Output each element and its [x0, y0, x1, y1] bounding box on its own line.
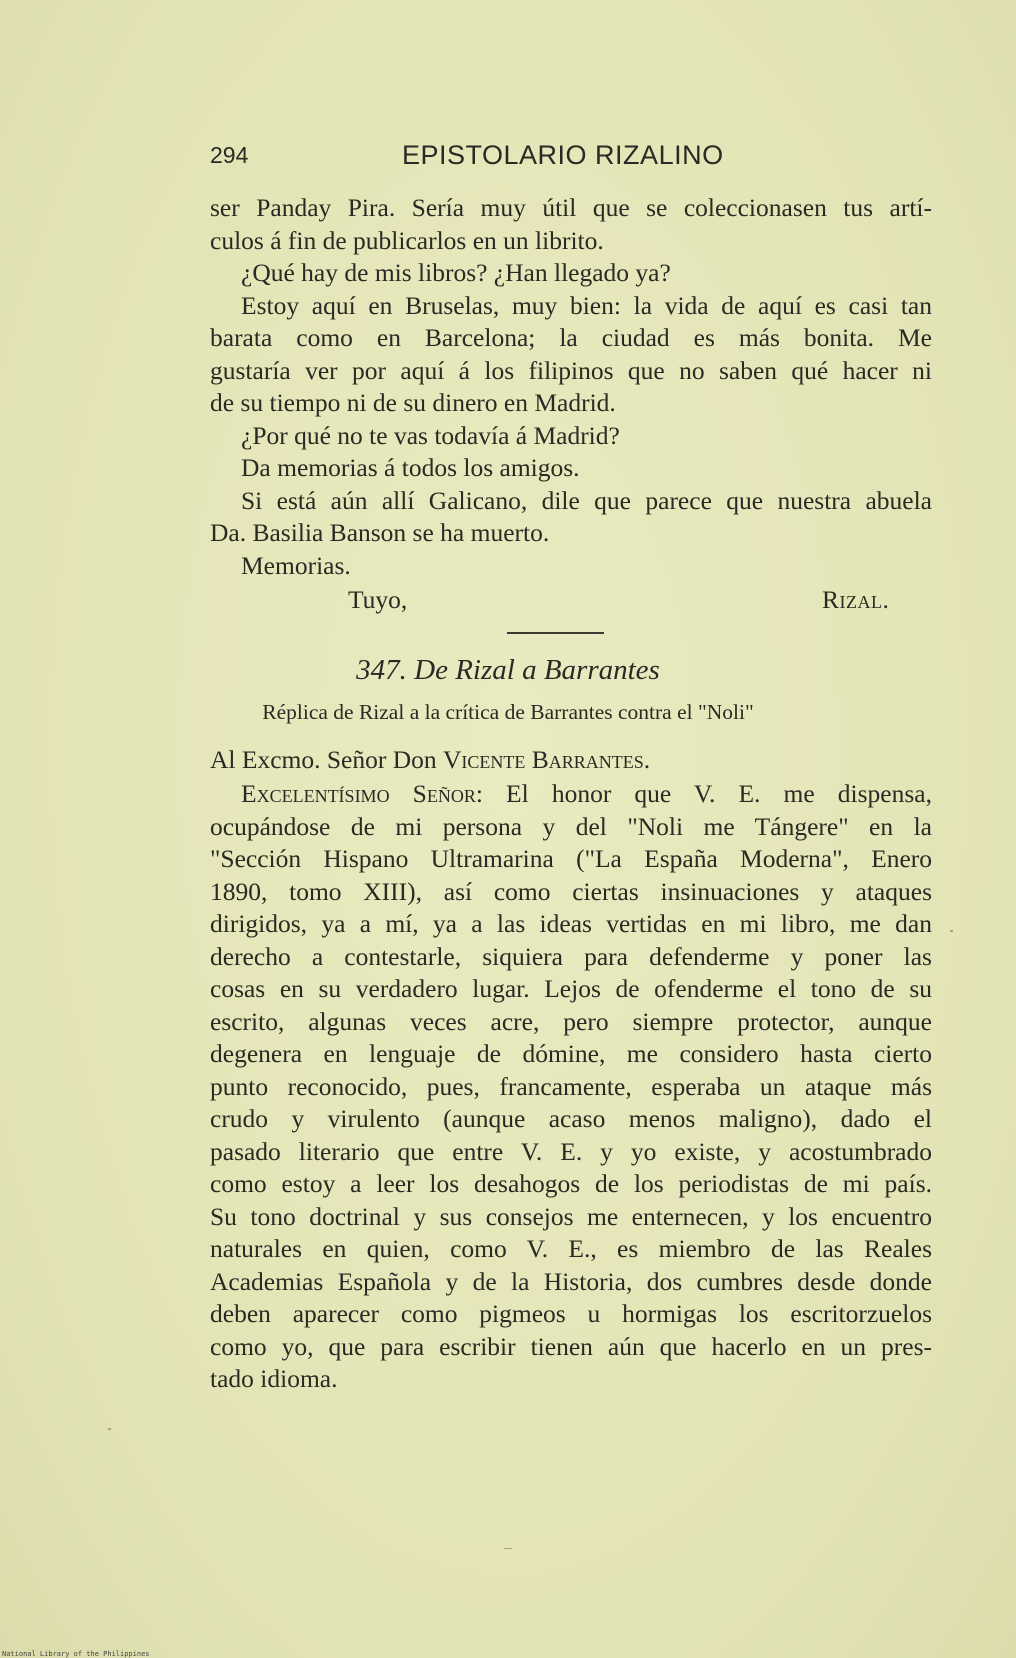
letter-signature: Rizal.: [822, 585, 890, 614]
text-line: degenera en lenguaje de dómine, me considero hasta cierto: [210, 1039, 932, 1068]
salutation-name: Vicente Barrantes.: [443, 745, 651, 774]
first-line-rest: : El honor que V. E. me dispensa,: [475, 779, 932, 808]
text-line: Da memorias á todos los amigos.: [241, 453, 580, 482]
text-line: escrito, algunas veces acre, pero siempre protector, aunque: [210, 1006, 932, 1036]
running-title: EPISTOLARIO RIZALINO: [402, 140, 724, 170]
text-line: Academias Española y de la Historia, dos cumbres desde donde: [210, 1266, 932, 1296]
text-line: punto reconocido, pues, francamente, esperaba un ataque más: [210, 1071, 932, 1101]
text-line: Estoy aquí en Bruselas, muy bien: la vida de aquí es casi tan: [241, 290, 932, 320]
paper-speck: [108, 1428, 111, 1430]
paper-speck: [950, 930, 953, 932]
address-caps: Excelentísimo Señor: [241, 779, 476, 808]
letter-subtitle: Réplica de Rizal a la crítica de Barrantes contra el "Noli": [262, 700, 754, 724]
page-number: 294: [210, 142, 249, 168]
text-line: tado idioma.: [210, 1364, 338, 1393]
text-line: como yo, que para escribir tienen aún que hacerlo en un pres-: [210, 1331, 932, 1361]
letter-title: 347. De Rizal a Barrantes: [356, 654, 660, 686]
library-credit: National Library of the Philippines: [2, 1650, 150, 1658]
text-line: gustaría ver por aquí á los filipinos que no saben qué hacer ni: [210, 355, 932, 385]
text-line: barata como en Barcelona; la ciudad es más bonita. Me: [210, 323, 932, 352]
letter-347-body: [210, 778, 932, 1396]
text-line: derecho a contestarle, siquiera para defenderme y poner las: [210, 941, 932, 971]
text-line: Su tono doctrinal y sus consejos me enternecen, y los encuentro: [210, 1201, 932, 1231]
text-line: deben aparecer como pigmeos u hormigas los escritorzuelos: [210, 1299, 932, 1328]
text-line: ser Panday Pira. Sería muy útil que se coleccionasen tus artí-: [210, 193, 932, 222]
salutation: [210, 745, 650, 775]
text-line: Memorias.: [241, 550, 351, 580]
page-header: [210, 140, 930, 176]
text-line: ¿Qué hay de mis libros? ¿Han llegado ya?: [241, 258, 671, 287]
text-line: ¿Por qué no te vas todavía á Madrid?: [241, 420, 620, 450]
text-line: crudo y virulento (aunque acaso menos maligno), dado el: [210, 1104, 932, 1133]
text-line: [210, 778, 932, 811]
text-line: dirigidos, ya a mí, ya a las ideas vertidas en mi libro, me dan: [210, 909, 932, 938]
text-line: "Sección Hispano Ultramarina ("La España Moderna", Enero: [210, 844, 932, 873]
salutation-prefix: Al Excmo. Señor Don: [210, 745, 444, 774]
text-line: pasado literario que entre V. E. y yo existe, y acostumbrado: [210, 1136, 932, 1166]
text-line: culos á fin de publicarlos en un librito.: [210, 225, 604, 255]
text-line: Si está aún allí Galicano, dile que parece que nuestra abuela: [241, 485, 932, 515]
text-line: ocupándose de mi persona y del "Noli me Tángere" en la: [210, 811, 932, 841]
text-line: cosas en su verdadero lugar. Lejos de ofenderme el tono de su: [210, 974, 932, 1003]
letter-closing: Tuyo,: [348, 585, 408, 614]
text-line: 1890, tomo XIII), así como ciertas insinuaciones y ataques: [210, 876, 932, 906]
paper-speck: [504, 1548, 512, 1549]
text-line: de su tiempo ni de su dinero en Madrid.: [210, 388, 616, 417]
section-divider: [507, 632, 604, 634]
letter-346-body: [210, 192, 932, 582]
text-line: Da. Basilia Banson se ha muerto.: [210, 518, 550, 547]
text-line: naturales en quien, como V. E., es miembro de las Reales: [210, 1234, 932, 1263]
text-line: como estoy a leer los desahogos de los periodistas de mi país.: [210, 1169, 932, 1198]
